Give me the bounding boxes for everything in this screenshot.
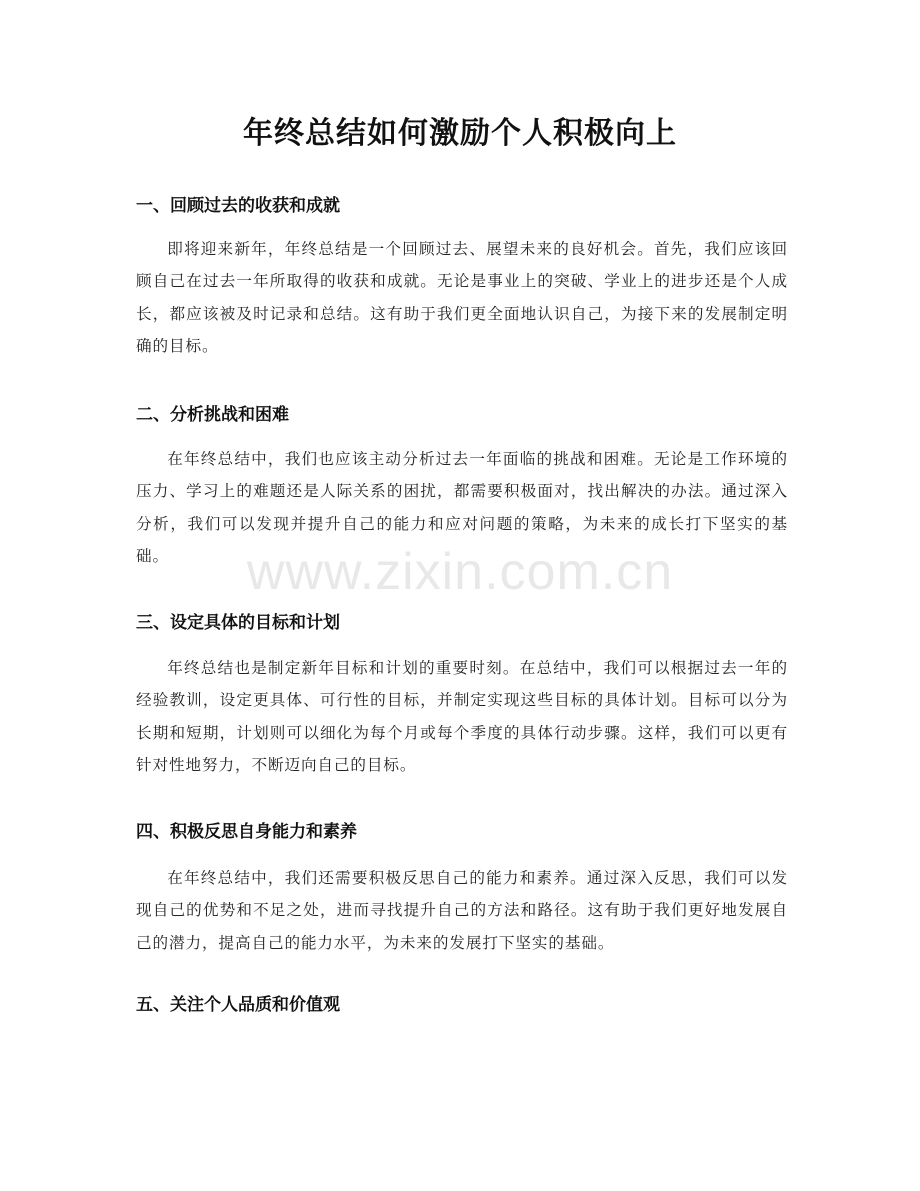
- section-heading-1: 一、回顾过去的收获和成就: [136, 196, 340, 216]
- section-heading-3: 三、设定具体的目标和计划: [136, 613, 340, 633]
- section-heading-4: 四、积极反思自身能力和素养: [136, 822, 357, 842]
- section-heading-2: 二、分析挑战和困难: [136, 405, 289, 425]
- section-paragraph-2: 在年终总结中，我们也应该主动分析过去一年面临的挑战和困难。无论是工作环境的压力、学习上的难题还是人际关系的困扰，都需要积极面对，找出解决的办法。通过深入分析，我们可以发现并提升自己的能力和应对问题的策略，为未来的成长打下坚实的基础。: [136, 450, 788, 565]
- document-title: 年终总结如何激励个人积极向上: [243, 116, 677, 151]
- section-heading-5: 五、关注个人品质和价值观: [136, 995, 340, 1015]
- watermark: www.zixin.com.cn: [246, 543, 674, 601]
- section-paragraph-3: 年终总结也是制定新年目标和计划的重要时刻。在总结中，我们可以根据过去一年的经验教训，设定更具体、可行性的目标，并制定实现这些目标的具体计划。目标可以分为长期和短期，计划则可以细化为每个月或每个季度的具体行动步骤。这样，我们可以更有针对性地努力，不断迈向自己的目标。: [136, 659, 788, 774]
- section-paragraph-4: 在年终总结中，我们还需要积极反思自己的能力和素养。通过深入反思，我们可以发现自己的优势和不足之处，进而寻找提升自己的方法和路径。这有助于我们更好地发展自己的潜力，提高自己的能力水平，为未来的发展打下坚实的基础。: [136, 869, 788, 952]
- section-paragraph-1: 即将迎来新年，年终总结是一个回顾过去、展望未来的良好机会。首先，我们应该回顾自己在过去一年所取得的收获和成就。无论是事业上的突破、学业上的进步还是个人成长，都应该被及时记录和总结。这有助于我们更全面地认识自己，为接下来的发展制定明确的目标。: [136, 240, 788, 355]
